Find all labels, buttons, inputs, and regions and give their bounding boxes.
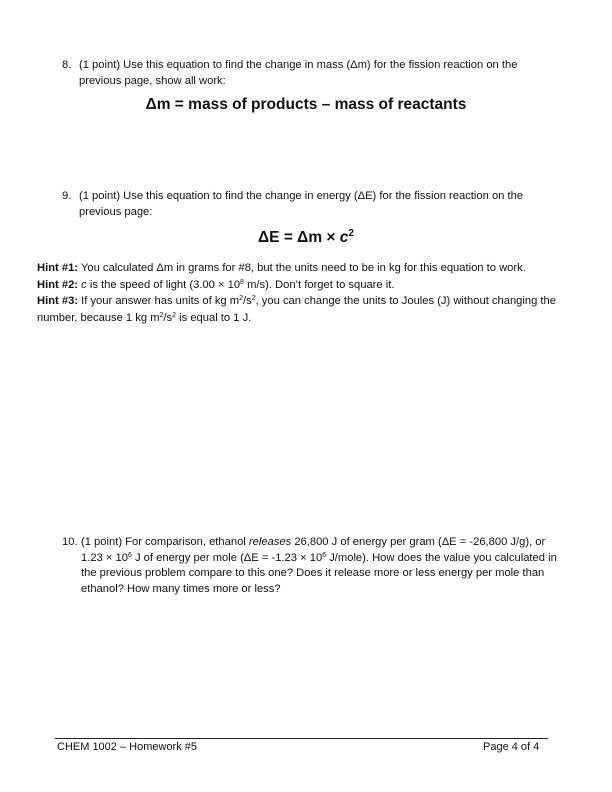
question-8-number: 8. [62, 59, 72, 71]
hint-3-sup-2: 2 [251, 295, 256, 302]
energy-equation-var: c [339, 229, 349, 246]
hint-2-sup: 8 [240, 278, 244, 286]
question-10-emphasis: releases [248, 536, 292, 548]
hint-3-sup-4: 2 [172, 311, 177, 319]
hint-2-var: c [81, 278, 87, 291]
hint-3-text-a: If your answer has units of kg m [81, 295, 240, 307]
energy-change-equation [0, 228, 612, 247]
hint-2 [37, 277, 577, 294]
hint-1-text: You calculated Δm in grams for #8, but the units need to be in kg for this equation to work. [80, 262, 526, 274]
question-10-number: 10. [62, 536, 78, 548]
question-10-text-a: (1 point) For comparison, ethanol [81, 536, 246, 548]
footer-course-label: CHEM 1002 – Homework #5 [57, 741, 198, 753]
hint-3-text-d: /s [163, 311, 173, 324]
hint-2-label: Hint #2: [37, 278, 79, 291]
energy-equation-exp: 2 [348, 228, 354, 239]
mass-change-equation: Δm = mass of products – mass of reactants [145, 96, 467, 113]
question-9-number: 9. [62, 190, 72, 202]
question-9-text: (1 point) Use this equation to find the change in energy (ΔE) for the fission reaction on the previous page: [79, 190, 524, 218]
energy-equation-lhs: ΔE = Δm × [258, 229, 336, 246]
question-10-text-d: J/mole). How does the value you calculated in the previous problem compare to this one? Does it release more or less energy per mole than ethanol? How many times more or less? [81, 551, 557, 595]
hints-block [37, 260, 577, 326]
question-10-text [81, 535, 562, 597]
question-10-text-c: J of energy per mole (ΔE = -1.23 × 10 [134, 551, 323, 564]
question-9 [62, 189, 562, 220]
hint-3-sup-1: 2 [239, 295, 243, 302]
question-8 [62, 58, 562, 89]
question-10-text-b: 26,800 J of energy per gram (ΔE = -26,800 J/g), or 1.23 × 10 [81, 536, 546, 564]
footer-page-number: Page 4 of 4 [483, 741, 540, 753]
hint-3-label: Hint #3: [37, 295, 79, 307]
hint-3 [37, 293, 577, 326]
hint-3-text-e: is equal to 1 J. [179, 311, 252, 324]
footer-divider [55, 738, 548, 739]
question-8-text: (1 point) Use this equation to find the change in mass (Δm) for the fission reaction on the previous page, show all work: [79, 59, 518, 87]
hint-3-text-b: /s [242, 295, 252, 307]
hint-1-label: Hint #1: [37, 262, 79, 274]
hint-3-text-c: , you can change the units to Joules (J) without changing the number, because 1 kg m [37, 295, 556, 324]
hint-2-text-a: is the speed of light (3.00 × 10 [89, 278, 241, 291]
hint-3-sup-3: 2 [159, 311, 164, 319]
hint-1 [37, 260, 577, 277]
hint-2-text-b: m/s). Don’t forget to square it. [247, 278, 395, 291]
question-10-sup-1: 6 [127, 551, 132, 559]
question-10 [62, 535, 562, 597]
question-10-sup-2: 6 [322, 551, 327, 559]
